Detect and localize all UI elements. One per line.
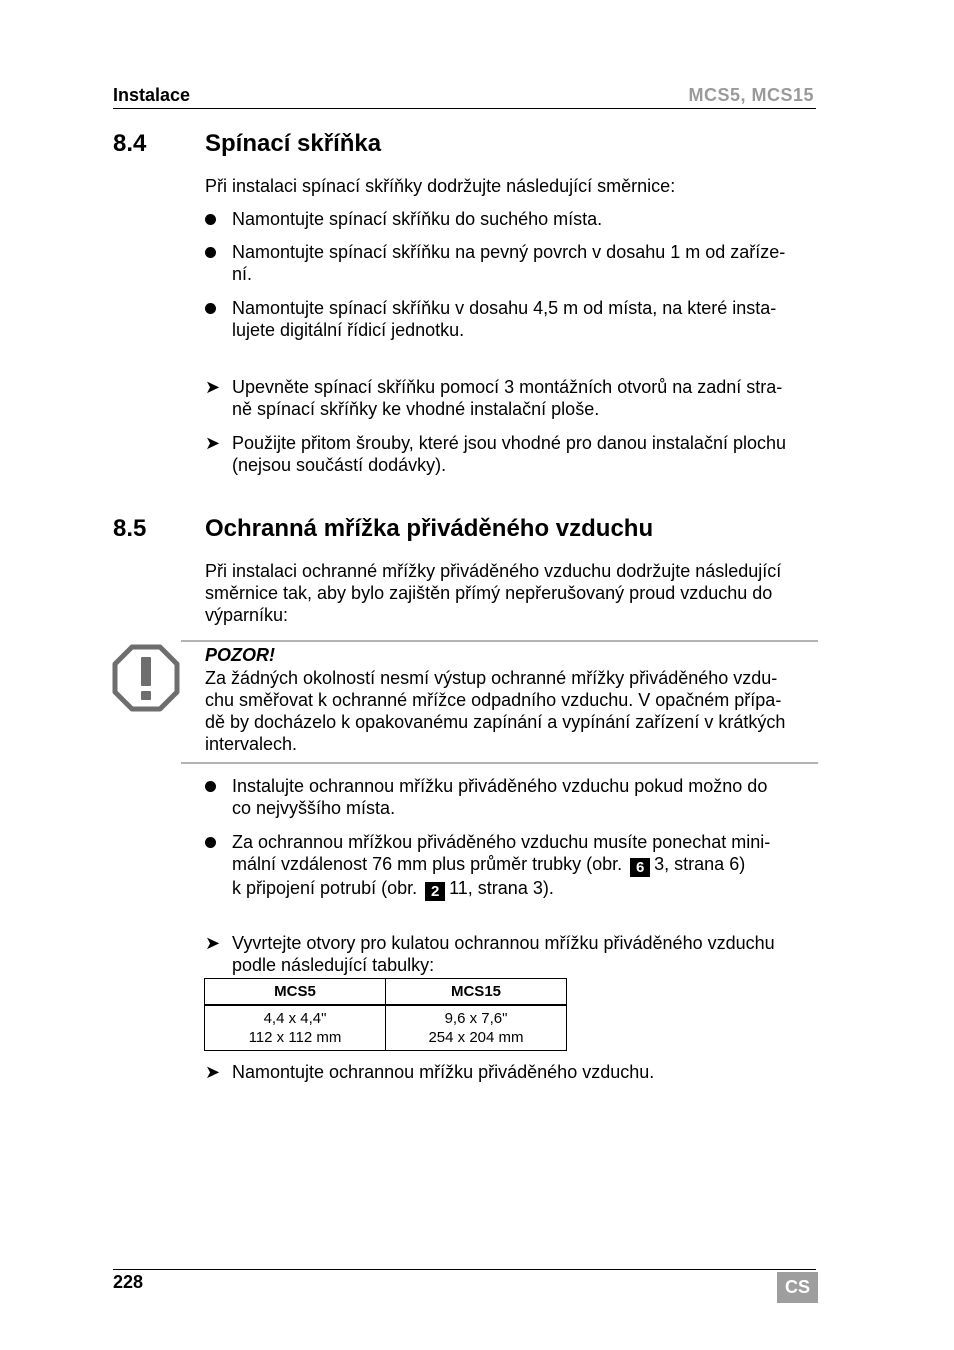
- section-8-4-number: 8.4: [113, 130, 147, 157]
- list-item-text: Instalujte ochrannou mřížku přiváděného vzduchu pokud možno do co nejvyššího místa.: [232, 776, 768, 818]
- step-text: Použijte přitom šrouby, které jsou vhodné pro danou instalační plochu (nejsou součástí dodávky).: [232, 433, 786, 475]
- figure-ref-badge: 6: [630, 858, 650, 877]
- step-item: [205, 1061, 820, 1083]
- header-section-title: Instalace: [113, 85, 191, 105]
- list-item-text: Namontujte spínací skříňku na pevný povrch v dosahu 1 m od zaříze- ní.: [232, 242, 786, 284]
- list-item: [205, 208, 820, 230]
- table-cell-mcs5: [205, 1005, 386, 1051]
- cell-inch: 9,6 x 7,6": [444, 1010, 508, 1027]
- bullet-text-part: Za ochrannou mřížkou přiváděného vzduchu musíte ponechat mini- mální vzdálenost 76 mm plus průměr trubky (obr.: [232, 832, 771, 874]
- warning-top-rule: [181, 640, 818, 642]
- table-cell-mcs15: [386, 1005, 567, 1051]
- section-8-5-number: 8.5: [113, 515, 147, 542]
- list-item: [205, 831, 820, 901]
- step-item: [205, 376, 820, 420]
- list-item: [205, 297, 820, 341]
- step-item: [205, 932, 820, 976]
- header-divider: [113, 108, 816, 109]
- warning-label: POZOR!: [205, 645, 275, 665]
- bullet-icon: [205, 247, 216, 258]
- step-text: Namontujte ochrannou mřížku přiváděného vzduchu.: [232, 1062, 655, 1082]
- list-item-text: Namontujte spínací skříňku do suchého místa.: [232, 209, 603, 229]
- bullet-icon: [205, 837, 216, 848]
- warning-exclamation-icon: [112, 644, 180, 712]
- header-model-names: MCS5, MCS15: [688, 85, 814, 105]
- step-item: [205, 432, 820, 476]
- dimension-table: [204, 978, 567, 1051]
- page-number: 228: [113, 1272, 144, 1292]
- arrow-step-icon: ➤: [205, 1062, 221, 1082]
- cell-mm: 112 x 112 mm: [248, 1029, 342, 1046]
- section-8-5-intro: Při instalaci ochranné mřížky přiváděného vzduchu dodržujte následující směrnice tak, aby bylo zajištěn přímý nepřerušovaný proud vzduchu do výparníku:: [205, 561, 782, 625]
- table-header-mcs15: MCS15: [386, 979, 567, 1006]
- warning-bottom-rule: [181, 762, 818, 764]
- arrow-step-icon: ➤: [205, 433, 221, 453]
- section-8-4-title: Spínací skříňka: [205, 130, 382, 157]
- step-text: Vyvrtejte otvory pro kulatou ochrannou mřížku přiváděného vzduchu podle následující tabulky:: [232, 933, 775, 975]
- list-item: [205, 241, 820, 285]
- bullet-icon: [205, 303, 216, 314]
- section-8-4-intro: Při instalaci spínací skříňky dodržujte následující směrnice:: [205, 176, 676, 196]
- cell-inch: 4,4 x 4,4": [263, 1010, 327, 1027]
- bullet-icon: [205, 781, 216, 792]
- language-badge: CS: [777, 1272, 818, 1303]
- list-item: [205, 775, 820, 819]
- step-text: Upevněte spínací skříňku pomocí 3 montážních otvorů na zadní stra- ně spínací skříňky ke vhodné instalační ploše.: [232, 377, 783, 419]
- bullet-text-part: 3, strana 6) k připojení potrubí (obr.: [232, 854, 746, 898]
- table-row: [205, 1005, 567, 1051]
- list-item-text: Namontujte spínací skříňku v dosahu 4,5 m od místa, na které insta- lujete digitální řídicí jednotku.: [232, 298, 777, 340]
- arrow-step-icon: ➤: [205, 377, 221, 397]
- warning-text: Za žádných okolností nesmí výstup ochranné mřížky přiváděného vzdu- chu směřovat k ochranné mřížce odpadního vzduchu. V opačném přípa- dě by docházelo k opakovanému zapínání a vypínání zařízení v krátkých intervalech.: [205, 668, 786, 754]
- arrow-step-icon: ➤: [205, 933, 221, 953]
- list-item-text: [232, 831, 820, 901]
- footer-divider: [113, 1269, 816, 1270]
- cell-mm: 254 x 204 mm: [428, 1029, 524, 1046]
- figure-ref-badge: 2: [425, 882, 445, 901]
- bullet-text-part: 11, strana 3).: [449, 878, 554, 898]
- bullet-icon: [205, 214, 216, 225]
- table-header-mcs5: MCS5: [205, 979, 386, 1006]
- section-8-5-title: Ochranná mřížka přiváděného vzduchu: [205, 515, 654, 542]
